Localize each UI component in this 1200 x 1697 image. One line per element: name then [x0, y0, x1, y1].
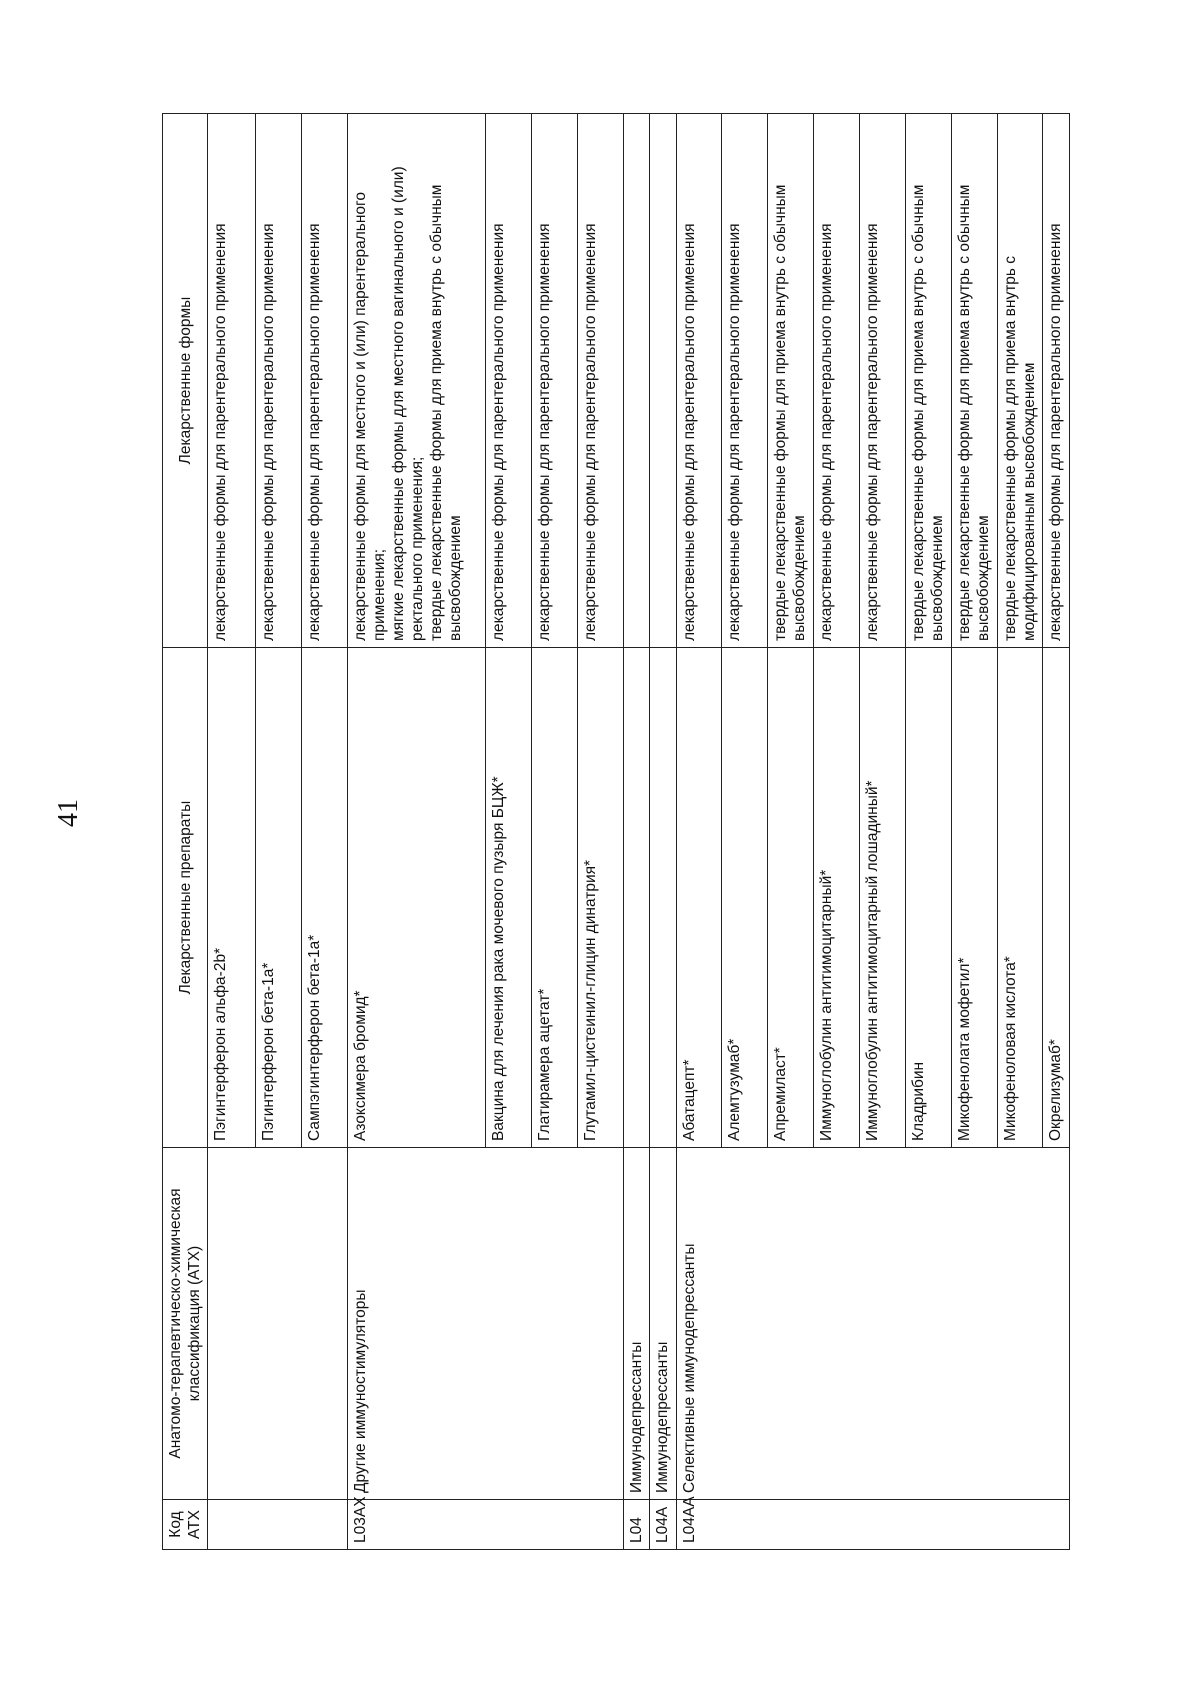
forms-cell — [676, 114, 722, 648]
table-row — [347, 114, 486, 1550]
drug-cell: Пэгинтерферон альфа-2b* — [208, 648, 256, 1148]
header-forms: Лекарственные формы — [163, 114, 208, 648]
dosage-form-text: твердые лекарственные формы для приема внутрь с модифицированным высвобождением — [1001, 255, 1038, 641]
atc-code-cell — [208, 1500, 348, 1550]
drug-cell: Сампэгинтерферон бета-1а* — [301, 648, 347, 1148]
dosage-form-text: мягкие лекарственные формы для местного вагинального и (или) ректального применения; — [389, 166, 426, 641]
table-row — [676, 114, 722, 1550]
atc-code-cell: L03AX — [347, 1500, 623, 1550]
dosage-form-text: лекарственные формы для парентерального применения — [581, 223, 599, 641]
drug-cell: Микофеноловая кислота* — [997, 648, 1043, 1148]
forms-cell — [301, 114, 347, 648]
forms-cell — [208, 114, 256, 648]
atc-code-cell: L04A — [650, 1500, 676, 1550]
rotated-table-container — [162, 114, 1070, 1550]
dosage-form-text: лекарственные формы для парентерального применения — [818, 223, 836, 641]
drug-cell: Азоксимера бромид* — [347, 648, 486, 1148]
drug-cell — [623, 648, 649, 1148]
atc-code-cell: L04AA — [676, 1500, 1069, 1550]
forms-cell — [486, 114, 532, 648]
drug-cell: Иммуноглобулин антитимоцитарный* — [814, 648, 860, 1148]
forms-cell — [1043, 114, 1070, 648]
dosage-form-text: лекарственные формы для парентерального применения — [535, 223, 553, 641]
atc-group-cell: Другие иммуностимуляторы — [347, 1148, 623, 1500]
atc-group-cell: Иммунодепрессанты — [650, 1148, 676, 1500]
drug-cell: Абатацепт* — [676, 648, 722, 1148]
table-row — [650, 114, 676, 1550]
forms-cell — [577, 114, 623, 648]
table-body — [208, 114, 1070, 1550]
atc-group-cell — [208, 1148, 348, 1500]
drug-cell: Глутамил-цистеинил-глицин динатрия* — [577, 648, 623, 1148]
forms-cell — [905, 114, 951, 648]
dosage-form-text: лекарственные формы для местного и (или) парентерального применения; — [351, 192, 388, 641]
page-number: 41 — [53, 799, 84, 827]
forms-cell — [531, 114, 577, 648]
drug-cell: Вакцина для лечения рака мочевого пузыря БЦЖ* — [486, 648, 532, 1148]
table-header-row — [163, 114, 208, 1550]
dosage-form-text: твердые лекарственные формы для приема внутрь с обычным высвобождением — [909, 184, 946, 641]
forms-cell — [722, 114, 768, 648]
dosage-form-text: лекарственные формы для парентерального применения — [726, 223, 744, 641]
drug-cell: Иммуноглобулин антитимоцитарный лошадиный* — [860, 648, 906, 1148]
table-row — [623, 114, 649, 1550]
forms-cell — [623, 114, 649, 648]
header-drugs: Лекарственные препараты — [163, 648, 208, 1148]
drug-cell: Окрелизумаб* — [1043, 648, 1070, 1148]
dosage-form-text: лекарственные формы для парентерального применения — [305, 223, 323, 641]
forms-cell — [997, 114, 1043, 648]
drug-cell: Микофенолата мофетил* — [951, 648, 997, 1148]
header-code: Код АТХ — [163, 1500, 208, 1550]
dosage-form-text: лекарственные формы для парентерального применения — [212, 223, 229, 641]
drug-cell: Глатирамера ацетат* — [531, 648, 577, 1148]
forms-cell — [255, 114, 301, 648]
dosage-form-text: лекарственные формы для парентерального применения — [1047, 223, 1065, 641]
forms-cell — [768, 114, 814, 648]
forms-cell — [951, 114, 997, 648]
forms-cell — [650, 114, 676, 648]
drug-cell — [650, 648, 676, 1148]
dosage-form-text: твердые лекарственные формы для приема внутрь с обычным высвобождением — [772, 184, 809, 641]
table-row — [208, 114, 256, 1550]
atc-group-cell: Иммунодепрессанты — [623, 1148, 649, 1500]
drug-cell: Пэгинтерферон бета-1а* — [255, 648, 301, 1148]
dosage-form-text: твердые лекарственные формы для приема внутрь с обычным высвобождением — [955, 184, 992, 641]
dosage-form-text: твердые лекарственные формы для приема внутрь с обычным высвобождением — [427, 184, 464, 641]
forms-cell — [814, 114, 860, 648]
drug-cell: Апремиласт* — [768, 648, 814, 1148]
atc-table — [162, 113, 1070, 1550]
drug-cell: Алемтузумаб* — [722, 648, 768, 1148]
dosage-form-text: лекарственные формы для парентерального применения — [680, 223, 698, 641]
atc-group-cell: Селективные иммунодепрессанты — [676, 1148, 1069, 1500]
atc-code-cell: L04 — [623, 1500, 649, 1550]
dosage-form-text: лекарственные формы для парентерального применения — [864, 223, 881, 641]
header-atc: Анатомо-терапевтическо-химическая классификация (АТХ) — [163, 1148, 208, 1500]
dosage-form-text: лекарственные формы для парентерального применения — [490, 223, 508, 641]
dosage-form-text: лекарственные формы для парентерального применения — [259, 223, 277, 641]
drug-cell: Кладрибин — [905, 648, 951, 1148]
forms-cell — [860, 114, 906, 648]
forms-cell — [347, 114, 486, 648]
